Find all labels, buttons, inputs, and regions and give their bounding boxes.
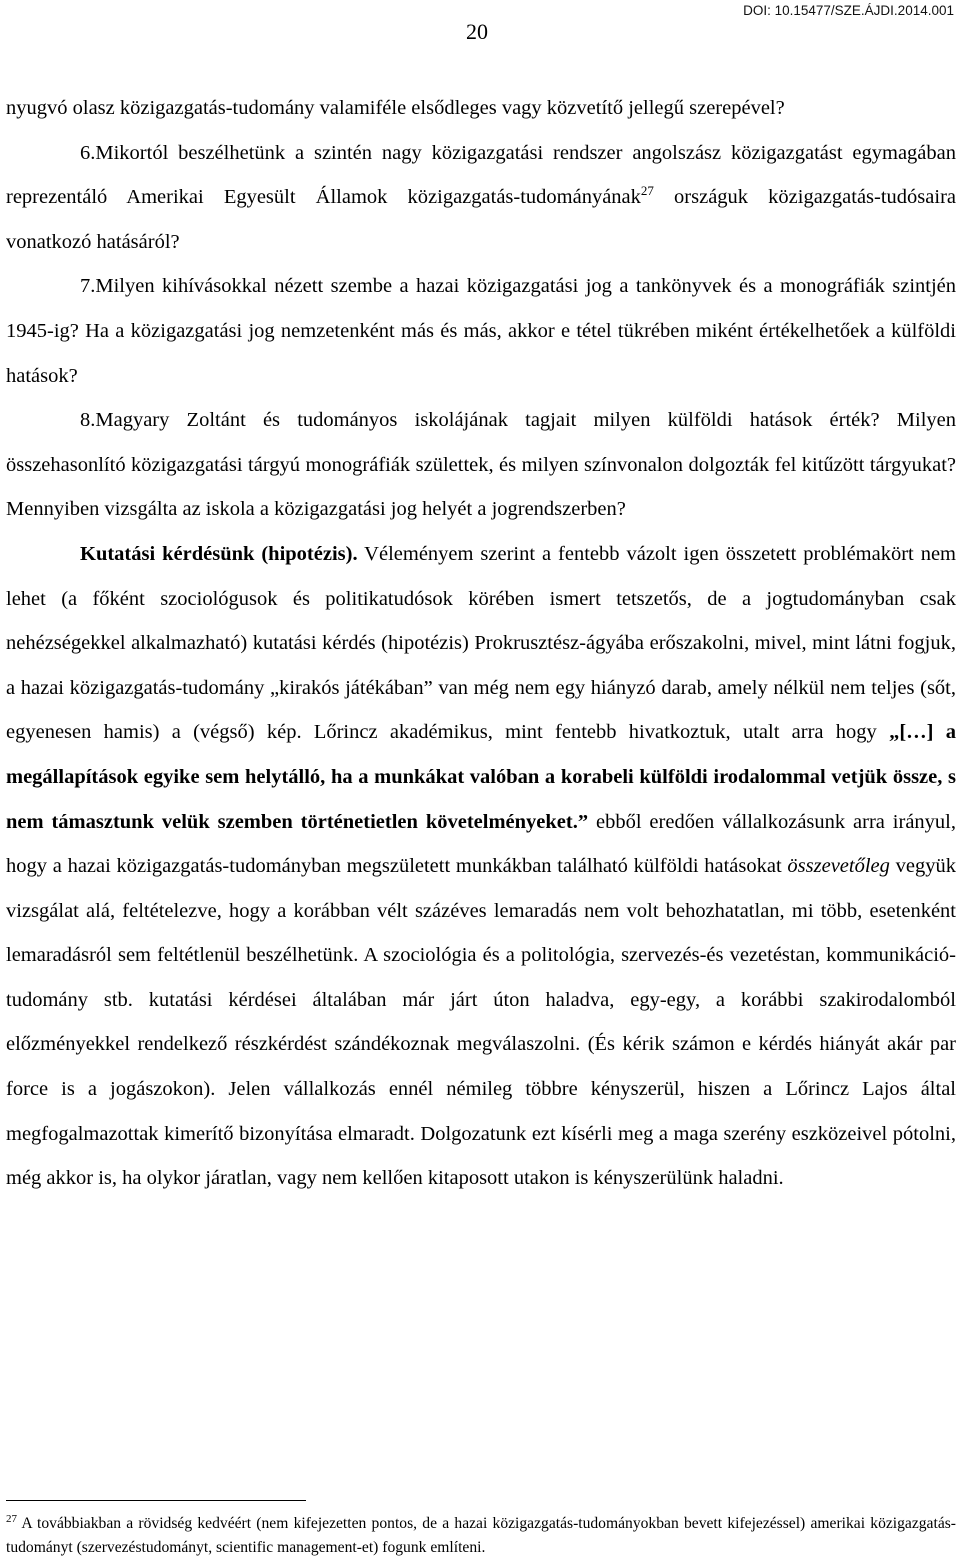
research-question-6 (6, 131, 956, 265)
footnote-number: 27 (6, 1513, 17, 1525)
bold-quotation: „[…] a megállapítások egyike sem helytálló, ha a munkákat valóban a korabeli külföldi irodalommal vetjük össze, s nem támasztunk velük szemben történetietlen követelményeket.” (6, 721, 956, 833)
question-6-text: 6.Mikortól beszélhetünk a szintén nagy közigazgatási rendszer angolszász közigazgatást egymagában reprezentáló Amerikai Egyesült Államok közigazgatás-tudományának (6, 141, 956, 209)
paragraph-text-a: Véleményem szerint a fentebb vázolt igen összetett problémakört nem lehet (a főként szociológusok és politikatudósok körében ismert tetszetős, de a jogtudományban csak nehézségekkel alkalmazható) kutatási kérdés (hipotézis) Prokrusztész-ágyába erőszakolni, mivel, mint látni fogjuk, a hazai közigazgatás-tudomány „kirakós játékában” van még nem egy hiányzó darab, amely nélkül nem teljes (sőt, egyenesen hamis) a (végső) kép. Lőrincz akadémikus, mint fentebb hivatkoztuk, utalt arra hogy (6, 542, 956, 744)
doi-label: DOI: 10.15477/SZE.ÁJDI.2014.001 (743, 3, 954, 18)
footnote-27 (6, 1512, 956, 1560)
section-heading: Kutatási kérdésünk (hipotézis). (80, 542, 358, 565)
page-number: 20 (466, 19, 488, 44)
paragraph-text-c: vegyük vizsgálat alá, feltételezve, hogy a korábban vélt százéves lemaradás nem volt behozhatatlan, mi több, esetenként lemaradásról sem feltétlenül beszélhetünk. A szociológia és a politológia, szervezés-és vezetéstan, kommunikáció-tudomány stb. kutatási kérdései általában már járt úton haladva, egy-egy, a korábbi szakirodalomból előzményekkel rendelkező részkérdést szándékoznak megválaszolni. (És kérik számon e kérdés hiányát akár par force is a jogászokon). Jelen vállalkozás ennél némileg többre kényszerül, hiszen a Lőrincz Lajos által megfogalmazottak kimerítő bizonyítása elmaradt. Dolgozatunk ezt kísérli meg a maga szerény eszközeivel pótolni, még akkor is, ha olykor járatlan, vagy nem kellően kitaposott utakon is kényszerülünk haladni. (6, 855, 956, 1190)
footnote-reference[interactable]: 27 (640, 183, 654, 199)
footnote-separator (6, 1500, 306, 1501)
question-6-text-end: országuk közigazgatás-tudósaira vonatkozó hatásáról? (6, 186, 956, 253)
hypothesis-paragraph (6, 532, 956, 1201)
footnote-text: A továbbiakban a rövidség kedvéért (nem kifejezetten pontos, de a hazai közigazgatás-tudományokban bevett kifejezéssel) amerikai közigazgatás-tudományt (szervezéstudományt, scientific management-et) fogunk említeni. (6, 1515, 956, 1556)
main-text (6, 86, 956, 1201)
italic-term: összevetőleg (787, 855, 890, 878)
research-question-7: 7.Milyen kihívásokkal nézett szembe a hazai közigazgatási jog a tankönyvek és a monográfiák szintjén 1945-ig? Ha a közigazgatási jog nemzetenként más és más, akkor e tétel tükrében miként értékelhetőek a külföldi hatások? (6, 275, 956, 387)
paragraph-continuation: nyugvó olasz közigazgatás-tudomány valamiféle elsődleges vagy közvetítő jellegű szerepével? (6, 97, 785, 119)
research-question-8: 8.Magyary Zoltánt és tudományos iskolájának tagjait milyen külföldi hatások érték? Milyen összehasonlító közigazgatási tárgyú monográfiák születtek, és milyen színvonalon dolgozták fel kitűzött tárgyukat? Mennyiben vizsgálta az iskola a közigazgatási jog helyét a jogrendszerben? (6, 409, 956, 521)
paragraph-text-b: ebből eredően vállalkozásunk arra irányul, hogy a hazai közigazgatás-tudományban megszületett munkákban található külföldi hatásokat (6, 810, 956, 878)
